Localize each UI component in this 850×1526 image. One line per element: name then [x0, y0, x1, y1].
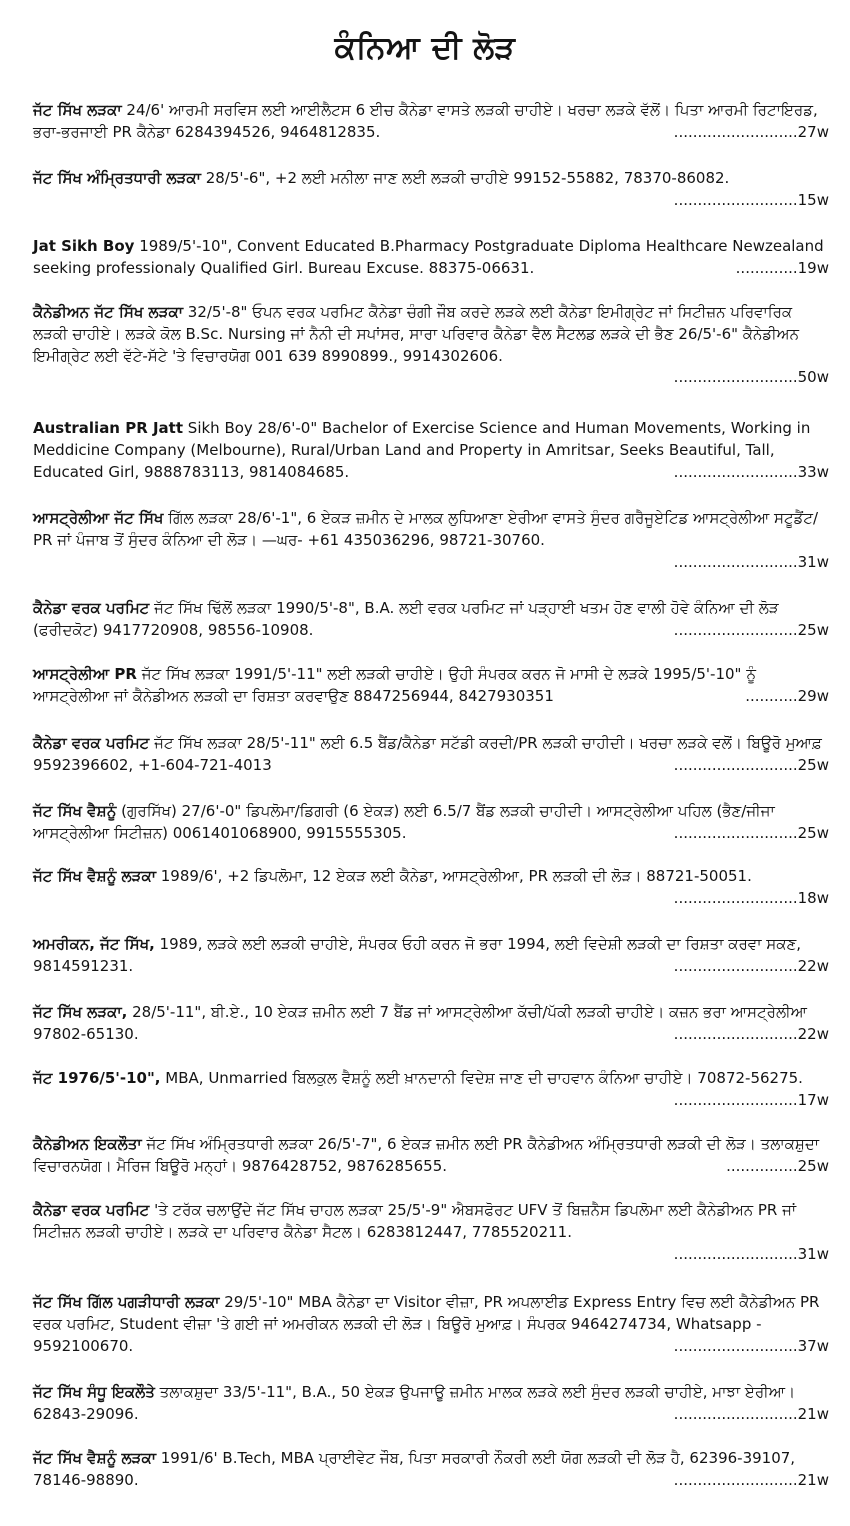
classified-ad: [33, 100, 829, 144]
ad-code: ..........................31w: [673, 552, 829, 571]
ad-body: 28/5'-6", +2 ਲਈ ਮਨੀਲਾ ਜਾਣ ਲਈ ਲੜਕੀ ਚਾਹੀਏ 99152-55882, 78370-86082.: [200, 169, 730, 187]
ad-code: ..........................18w: [673, 888, 829, 907]
ad-lead: Australian PR Jatt: [33, 419, 184, 437]
ad-body: MBA, Unmarried ਬਿਲਕੁਲ ਵੈਸ਼ਨੂੰ ਲਈ ਖ਼ਾਨਦਾਨੀ ਵਿਦੇਸ਼ ਜਾਣ ਦੀ ਚਾਹਵਾਨ ਕੰਨਿਆ ਚਾਹੀਏ। 70872-56275.: [160, 1069, 803, 1087]
ad-lead: ਆਸਟ੍ਰੇਲੀਆ ਜੱਟ ਸਿੱਖ: [33, 509, 164, 527]
ad-body: ਜੱਟ ਸਿੱਖ ਅੰਮ੍ਰਿਤਧਾਰੀ ਲੜਕਾ 26/5'-7", 6 ਏਕੜ ਜ਼ਮੀਨ ਲਈ PR ਕੈਨੇਡੀਅਨ ਅੰਮ੍ਰਿਤਧਾਰੀ ਲੜਕੀ ਦੀ ਲੋੜ। ਤਲਾਕਸ਼ੁਦਾ ਵਿਚਾਰਨਯੋਗ। ਮੈਰਿਜ ਬਿਊਰੋ ਮਨ੍ਹਾਂ। 9876428752, 9876285655.: [33, 1135, 820, 1175]
ad-code: ..........................15w: [673, 190, 829, 209]
ad-lead: ਜੱਟ ਸਿੱਖ ਲੜਕਾ: [33, 101, 122, 119]
ad-lead: ਜੱਟ ਸਿੱਖ ਲੜਕਾ,: [33, 1003, 128, 1021]
ad-lead: ਜੱਟ ਸਿੱਖ ਵੈਸ਼ਨੂੰ: [33, 802, 117, 820]
classified-ad: [33, 1448, 829, 1492]
ad-code: ..........................33w: [673, 462, 829, 481]
ad-lead: ਜੱਟ ਸਿੱਖ ਸੰਧੂ ਇਕਲੌਤੇ: [33, 1383, 155, 1401]
ad-lead: ਕੈਨੇਡੀਅਨ ਜੱਟ ਸਿੱਖ ਲੜਕਾ: [33, 303, 184, 321]
classified-ad: [33, 236, 829, 280]
ad-lead: ਜੱਟ ਸਿੱਖ ਵੈਸ਼ਨੂੰ ਲੜਕਾ: [33, 1449, 156, 1467]
ad-body: 1991/6' B.Tech, MBA ਪ੍ਰਾਈਵੇਟ ਜੌਬ, ਪਿਤਾ ਸਰਕਾਰੀ ਨੌਕਰੀ ਲਈ ਯੋਗ ਲੜਕੀ ਦੀ ਲੋੜ ਹੈ, 62396-39107, 78146-98890.: [33, 1449, 796, 1489]
classified-ad: [33, 1382, 829, 1426]
classified-ad: [33, 1292, 829, 1357]
classified-ad: [33, 168, 829, 212]
ad-lead: ਜੱਟ ਸਿੱਖ ਵੈਸ਼ਨੂੰ ਲੜਕਾ: [33, 867, 156, 885]
classified-ad: [33, 1200, 829, 1265]
ad-body: (ਗੁਰਸਿੱਖ) 27/6'-0" ਡਿਪਲੋਮਾ/ਡਿਗਰੀ (6 ਏਕੜ) ਲਈ 6.5/7 ਬੈਂਡ ਲੜਕੀ ਚਾਹੀਦੀ। ਆਸਟ੍ਰੇਲੀਆ ਪਹਿਲ (ਭੈਣ/ਜੀਜਾ ਆਸਟ੍ਰੇਲੀਆ ਸਿਟੀਜ਼ਨ) 0061401068900, 9915555305.: [33, 802, 775, 842]
ad-lead: ਕੈਨੇਡਾ ਵਰਕ ਪਰਮਿਟ: [33, 599, 150, 617]
ad-code: ..........................21w: [673, 1470, 829, 1489]
ad-lead: ਜੱਟ 1976/5'-10",: [33, 1069, 161, 1087]
ad-code: ..........................27w: [673, 122, 829, 141]
ad-code: ..........................25w: [673, 620, 829, 639]
classified-ad: [33, 1068, 829, 1112]
classified-ad: [33, 664, 829, 708]
ad-code: ..........................22w: [673, 956, 829, 975]
ad-body: 1989/6', +2 ਡਿਪਲੋਮਾ, 12 ਏਕੜ ਲਈ ਕੈਨੇਡਾ, ਆਸਟ੍ਰੇਲੀਆ, PR ਲੜਕੀ ਦੀ ਲੋੜ। 88721-50051.: [156, 867, 752, 885]
classified-ad: [33, 801, 829, 845]
ad-code: ..........................50w: [673, 368, 829, 387]
ad-code: ...........29w: [745, 686, 829, 705]
ad-code: ..........................22w: [673, 1024, 829, 1043]
ad-body: 1989/5'-10", Convent Educated B.Pharmacy Postgraduate Diploma Healthcare Newzealand seeking professionaly Qualified Girl. Bureau Excuse. 88375-06631.: [33, 237, 824, 277]
ad-lead: ਕੈਨੇਡੀਅਨ ਇਕਲੌਤਾ: [33, 1135, 142, 1153]
ad-code: ..........................25w: [673, 755, 829, 774]
classified-ad: [33, 733, 829, 777]
classified-ad: [33, 866, 829, 910]
page-title: ਕੰਨਿਆ ਦੀ ਲੋੜ: [334, 30, 516, 66]
ad-body: Sikh Boy 28/6'-0" Bachelor of Exercise Science and Human Movements, Working in Meddicine Company (Melbourne), Rural/Urban Land and Property in Amritsar, Seeks Beautiful, Tall, Educated Girl, 9888783113, 9814084685.: [33, 419, 811, 481]
ad-code: .............19w: [735, 258, 829, 277]
ad-body: ਗਿੱਲ ਲੜਕਾ 28/6'-1", 6 ਏਕੜ ਜ਼ਮੀਨ ਦੇ ਮਾਲਕ ਲੁਧਿਆਣਾ ਏਰੀਆ ਵਾਸਤੇ ਸੁੰਦਰ ਗਰੈਜੂਏਟਿਡ ਆਸਟ੍ਰੇਲੀਆ ਸਟੂਡੈਂਟ/ PR ਜਾਂ ਪੰਜਾਬ ਤੋਂ ਸੁੰਦਰ ਕੰਨਿਆ ਦੀ ਲੋੜ। —ਘਰ- +61 435036296, 98721-30760.: [33, 509, 819, 549]
ad-lead: ਕੈਨੇਡਾ ਵਰਕ ਪਰਮਿਟ: [33, 734, 150, 752]
classified-ad: [33, 508, 829, 573]
classified-ad: [33, 598, 829, 642]
ad-code: ..........................17w: [673, 1090, 829, 1109]
classified-ad: [33, 302, 829, 389]
ad-lead: ਕੈਨੇਡਾ ਵਰਕ ਪਰਮਿਟ: [33, 1201, 150, 1219]
ad-body: 29/5'-10" MBA ਕੈਨੇਡਾ ਦਾ Visitor ਵੀਜ਼ਾ, PR ਅਪਲਾਈਡ Express Entry ਵਿਚ ਲਈ ਕੈਨੇਡੀਅਨ PR ਵਰਕ ਪਰਮਿਟ, Student ਵੀਜ਼ਾ 'ਤੇ ਗਈ ਜਾਂ ਅਮਰੀਕਨ ਲੜਕੀ ਦੀ ਲੋੜ। ਬਿਊਰੋ ਮੁਆਫ਼। ਸੰਪਰਕ 9464274734, Whatsapp - 9592100670.: [33, 1293, 820, 1355]
ad-lead: Jat Sikh Boy: [33, 237, 135, 255]
classified-ad: [33, 1134, 829, 1178]
ad-lead: ਅਮਰੀਕਨ, ਜੱਟ ਸਿੱਖ,: [33, 935, 155, 953]
ad-lead: ਜੱਟ ਸਿੱਖ ਗਿੱਲ ਪਗੜੀਧਾਰੀ ਲੜਕਾ: [33, 1293, 220, 1311]
ad-body: 28/5'-11", ਬੀ.ਏ., 10 ਏਕੜ ਜ਼ਮੀਨ ਲਈ 7 ਬੈਂਡ ਜਾਂ ਆਸਟ੍ਰੇਲੀਆ ਕੱਚੀ/ਪੱਕੀ ਲੜਕੀ ਚਾਹੀਏ। ਕਜ਼ਨ ਭਰਾ ਆਸਟ੍ਰੇਲੀਆ 97802-65130.: [33, 1003, 807, 1043]
ad-body: 24/6' ਆਰਮੀ ਸਰਵਿਸ ਲਈ ਆਈਲੈਟਸ 6 ਈਚ ਕੈਨੇਡਾ ਵਾਸਤੇ ਲੜਕੀ ਚਾਹੀਏ। ਖਰਚਾ ਲੜਕੇ ਵੱਲੋਂ। ਪਿਤਾ ਆਰਮੀ ਰਿਟਾਇਰਡ, ਭਰਾ-ਭਰਜਾਈ PR ਕੈਨੇਡਾ 6284394526, 9464812835.: [33, 101, 818, 141]
ad-body: ਜੱਟ ਸਿੱਖ ਲੜਕਾ 1991/5'-11" ਲਈ ਲੜਕੀ ਚਾਹੀਏ। ਉਹੀ ਸੰਪਰਕ ਕਰਨ ਜੋ ਮਾਸੀ ਦੇ ਲੜਕੇ 1995/5'-10" ਨੂੰ ਆਸਟ੍ਰੇਲੀਆ ਜਾਂ ਕੈਨੇਡੀਅਨ ਲੜਕੀ ਦਾ ਰਿਸ਼ਤਾ ਕਰਵਾਉਣ 8847256944, 8427930351: [33, 665, 756, 705]
ad-code: ..........................31w: [673, 1244, 829, 1263]
ad-lead: ਜੱਟ ਸਿੱਖ ਅੰਮ੍ਰਿਤਧਾਰੀ ਲੜਕਾ: [33, 169, 201, 187]
ad-body: ਜੱਟ ਸਿੱਖ ਲੜਕਾ 28/5'-11" ਲਈ 6.5 ਬੈਂਡ/ਕੈਨੇਡਾ ਸਟੱਡੀ ਕਰਦੀ/PR ਲੜਕੀ ਚਾਹੀਦੀ। ਖਰਚਾ ਲੜਕੇ ਵਲੋਂ। ਬਿਊਰੋ ਮੁਆਫ਼ 9592396602, +1-604-721-4013: [33, 734, 822, 774]
ad-body: 'ਤੇ ਟਰੱਕ ਚਲਾਉਂਦੇ ਜੱਟ ਸਿੱਖ ਚਾਹਲ ਲੜਕਾ 25/5'-9" ਐਬਸਫੋਰਟ UFV ਤੋਂ ਬਿਜ਼ਨੈਸ ਡਿਪਲੋਮਾ ਲਈ ਕੈਨੇਡੀਅਨ PR ਜਾਂ ਸਿਟੀਜ਼ਨ ਲੜਕੀ ਚਾਹੀਏ। ਲੜਕੇ ਦਾ ਪਰਿਵਾਰ ਕੈਨੇਡਾ ਸੈਟਲ। 6283812447, 7785520211.: [33, 1201, 797, 1241]
ad-body: 1989, ਲੜਕੇ ਲਈ ਲੜਕੀ ਚਾਹੀਏ, ਸੰਪਰਕ ਓਹੀ ਕਰਨ ਜੋ ਭਰਾ 1994, ਲਈ ਵਿਦੇਸ਼ੀ ਲੜਕੀ ਦਾ ਰਿਸ਼ਤਾ ਕਰਵਾ ਸਕਣ, 9814591231.: [33, 935, 801, 975]
ad-body: 32/5'-8" ਓਪਨ ਵਰਕ ਪਰਮਿਟ ਕੈਨੇਡਾ ਚੰਗੀ ਜੌਬ ਕਰਦੇ ਲੜਕੇ ਲਈ ਕੈਨੇਡਾ ਇਮੀਗ੍ਰੇਟ ਜਾਂ ਸਿਟੀਜ਼ਨ ਪਰਿਵਾਰਿਕ ਲੜਕੀ ਚਾਹੀਏ। ਲੜਕੇ ਕੋਲ B.Sc. Nursing ਜਾਂ ਨੈਨੀ ਦੀ ਸਪਾਂਸਰ, ਸਾਰਾ ਪਰਿਵਾਰ ਕੈਨੇਡਾ ਵੈਲ ਸੈਟਲਡ ਲੜਕੇ ਦੀ ਭੈਣ 26/5'-6" ਕੈਨੇਡੀਅਨ ਇਮੀਗ੍ਰੇਟ ਲਈ ਵੱਟੇ-ਸੱਟੇ 'ਤੇ ਵਿਚਾਰਯੋਗ 001 639 8990899., 9914302606.: [33, 303, 799, 365]
ad-code: ...............25w: [726, 1156, 829, 1175]
ad-code: ..........................37w: [673, 1336, 829, 1355]
classified-ad: [33, 934, 829, 978]
classified-ad: [33, 418, 829, 483]
ad-code: ..........................21w: [673, 1404, 829, 1423]
ad-code: ..........................25w: [673, 823, 829, 842]
ad-body: ਜੱਟ ਸਿੱਖ ਢਿੱਲੋਂ ਲੜਕਾ 1990/5'-8", B.A. ਲਈ ਵਰਕ ਪਰਮਿਟ ਜਾਂ ਪੜ੍ਹਾਈ ਖਤਮ ਹੋਣ ਵਾਲੀ ਹੋਵੇ ਕੰਨਿਆ ਦੀ ਲੋੜ (ਫਰੀਦਕੋਟ) 9417720908, 98556-10908.: [33, 599, 779, 639]
classified-ad: [33, 1002, 829, 1046]
ad-lead: ਆਸਟ੍ਰੇਲੀਆ PR: [33, 665, 137, 683]
ad-body: ਤਲਾਕਸ਼ੁਦਾ 33/5'-11", B.A., 50 ਏਕੜ ਉਪਜਾਊ ਜ਼ਮੀਨ ਮਾਲਕ ਲੜਕੇ ਲਈ ਸੁੰਦਰ ਲੜਕੀ ਚਾਹੀਏ, ਮਾਝਾ ਏਰੀਆ। 62843-29096.: [33, 1383, 796, 1423]
